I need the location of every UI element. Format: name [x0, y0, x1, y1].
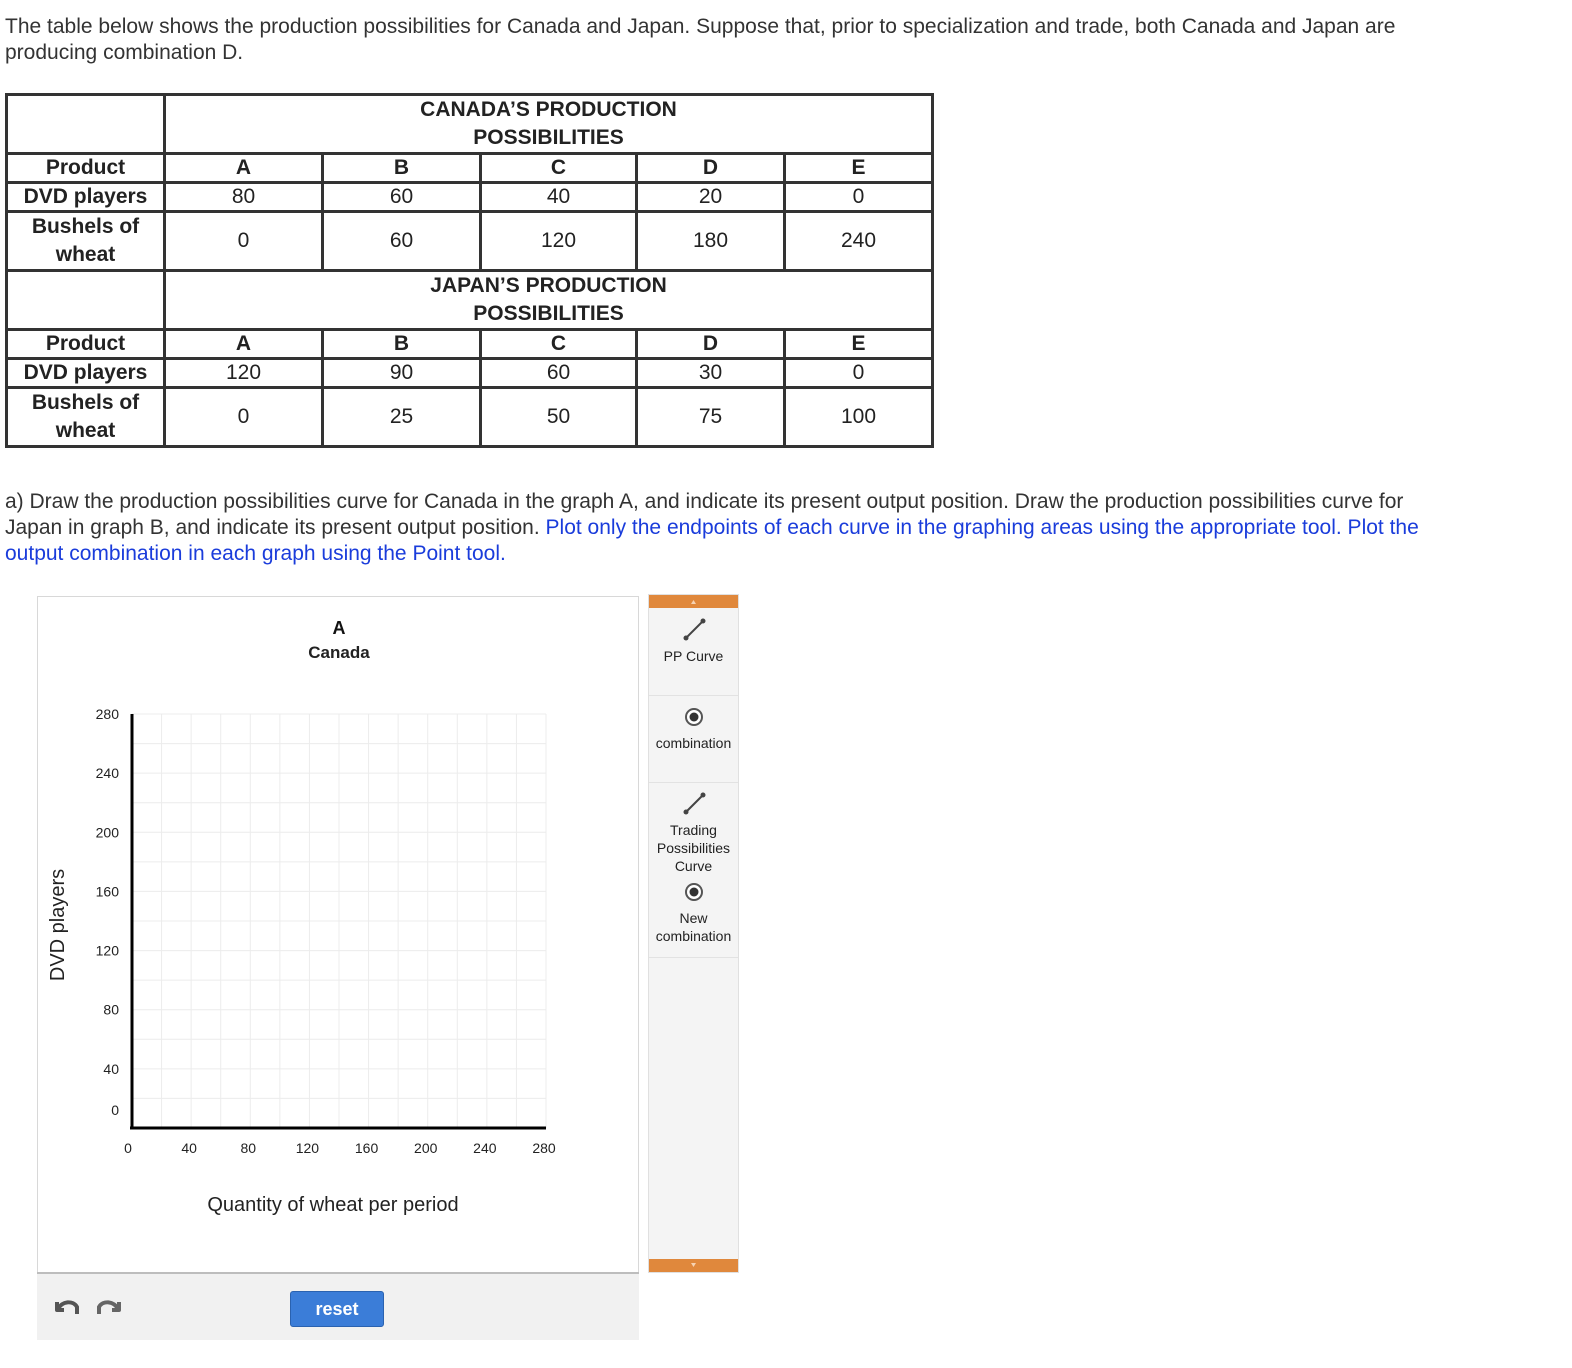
canada-header-row: [7, 154, 933, 183]
combination-tool[interactable]: [649, 696, 738, 783]
canada-table-title: CANADA’S PRODUCTION POSSIBILITIES: [165, 95, 933, 154]
canada-wheat-e: 240: [785, 212, 933, 271]
canada-wheat-b: 60: [323, 212, 481, 271]
canada-wheat-c: 120: [481, 212, 637, 271]
palette-scroll-down[interactable]: [649, 1259, 738, 1272]
x-tick-label: 0: [124, 1140, 132, 1156]
japan-wheat-row: [7, 388, 933, 447]
japan-wheat-a: 0: [165, 388, 323, 447]
japan-col-c: C: [481, 330, 637, 359]
y-tick-label: 40: [103, 1060, 119, 1077]
canada-wheat-label: Bushels of wheat: [7, 212, 165, 271]
canada-col-c: C: [481, 154, 637, 183]
japan-wheat-e: 100: [785, 388, 933, 447]
tool-palette: [648, 594, 739, 1273]
x-tick-label: 160: [354, 1140, 379, 1156]
pp-curve-tool[interactable]: [649, 609, 738, 696]
graph-controls-bar: [37, 1272, 639, 1340]
x-axis-label: Quantity of wheat per period: [207, 1194, 459, 1216]
japan-dvd-b: 90: [323, 359, 481, 388]
y-tick-label: 200: [95, 824, 119, 841]
canada-wheat-row: [7, 212, 933, 271]
x-tick-label: 80: [240, 1140, 257, 1156]
japan-col-e: E: [785, 330, 933, 359]
japan-table-title: JAPAN’S PRODUCTION POSSIBILITIES: [165, 271, 933, 330]
new-combination-label: New combination: [655, 910, 732, 944]
part-a-instruction: Plot only the endpoints of each curve in the graphing areas using the appropriate tool. Plot the output combination in each graph using the Point tool.: [5, 516, 1419, 565]
canada-dvd-d: 20: [637, 183, 785, 212]
combination-label: combination: [655, 735, 732, 751]
intro-text: The table below shows the production possibilities for Canada and Japan. Suppose that, prior to specialization and trade, both Canada and Japan are producing combination D.: [5, 15, 1396, 64]
canada-col-d: D: [637, 154, 785, 183]
canada-dvd-b: 60: [323, 183, 481, 212]
trading-possibilities-tool[interactable]: [649, 783, 738, 874]
pp-curve-label: PP Curve: [663, 648, 724, 664]
canada-wheat-d: 180: [637, 212, 785, 271]
production-table: [5, 93, 934, 448]
japan-col-b: B: [323, 330, 481, 359]
canada-dvd-e: 0: [785, 183, 933, 212]
japan-dvd-a: 120: [165, 359, 323, 388]
canada-col-a: A: [165, 154, 323, 183]
graph-a-canvas[interactable]: [38, 597, 638, 1273]
japan-dvd-label: DVD players: [7, 359, 165, 388]
japan-product-label: Product: [7, 330, 165, 359]
japan-wheat-d: 75: [637, 388, 785, 447]
redo-icon[interactable]: [95, 1294, 123, 1320]
graph-subtitle: Canada: [308, 643, 370, 662]
y-tick-label: 120: [95, 942, 119, 959]
part-a-text: [5, 489, 1425, 567]
canada-dvd-label: DVD players: [7, 183, 165, 212]
japan-col-d: D: [637, 330, 785, 359]
scroll-down-icon: [649, 1259, 738, 1272]
point-tool-icon: [683, 706, 705, 728]
canada-dvd-c: 40: [481, 183, 637, 212]
canada-col-b: B: [323, 154, 481, 183]
japan-corner-cell: [7, 271, 165, 330]
japan-dvd-row: [7, 359, 933, 388]
y-axis-label: DVD players: [47, 868, 69, 982]
japan-col-a: A: [165, 330, 323, 359]
canada-corner-cell: [7, 95, 165, 154]
japan-wheat-c: 50: [481, 388, 637, 447]
palette-scroll-up[interactable]: [649, 595, 738, 608]
reset-button[interactable]: reset: [290, 1291, 384, 1327]
x-tick-label: 40: [181, 1140, 197, 1156]
trading-label: Trading Possibilities Curve: [656, 822, 731, 874]
japan-dvd-c: 60: [481, 359, 637, 388]
x-tick-label: 200: [414, 1140, 438, 1156]
x-tick-label: 280: [532, 1140, 556, 1156]
y-tick-label: 280: [95, 706, 119, 722]
line-tool-icon: [681, 615, 709, 643]
japan-header-row: [7, 330, 933, 359]
canada-dvd-row: [7, 183, 933, 212]
graph-title: A: [332, 618, 346, 638]
undo-icon[interactable]: [53, 1294, 81, 1320]
canada-col-e: E: [785, 154, 933, 183]
graph-panel: [37, 596, 639, 1274]
x-tick-label: 240: [473, 1140, 497, 1156]
japan-dvd-e: 0: [785, 359, 933, 388]
y-tick-label: 0: [111, 1102, 119, 1118]
grid-layer: [132, 714, 546, 1128]
line-tool-icon: [681, 789, 709, 817]
scroll-up-icon: [649, 595, 738, 608]
y-tick-label: 240: [95, 765, 119, 782]
japan-dvd-d: 30: [637, 359, 785, 388]
y-tick-label: 80: [103, 1001, 119, 1018]
canada-dvd-a: 80: [165, 183, 323, 212]
canada-product-label: Product: [7, 154, 165, 183]
new-combination-tool[interactable]: [649, 871, 738, 958]
canada-wheat-a: 0: [165, 212, 323, 271]
y-tick-label: 160: [95, 883, 119, 900]
japan-wheat-b: 25: [323, 388, 481, 447]
part-a-question: a) Draw the production possibilities curve for Canada in the graph A, and indicate its present output position. Draw the production possibilities curve for Japan in graph B, and indicate its present output position.: [5, 490, 1404, 539]
x-tick-label: 120: [295, 1140, 320, 1156]
point-tool-icon: [683, 881, 705, 903]
japan-wheat-label: Bushels of wheat: [7, 388, 165, 447]
